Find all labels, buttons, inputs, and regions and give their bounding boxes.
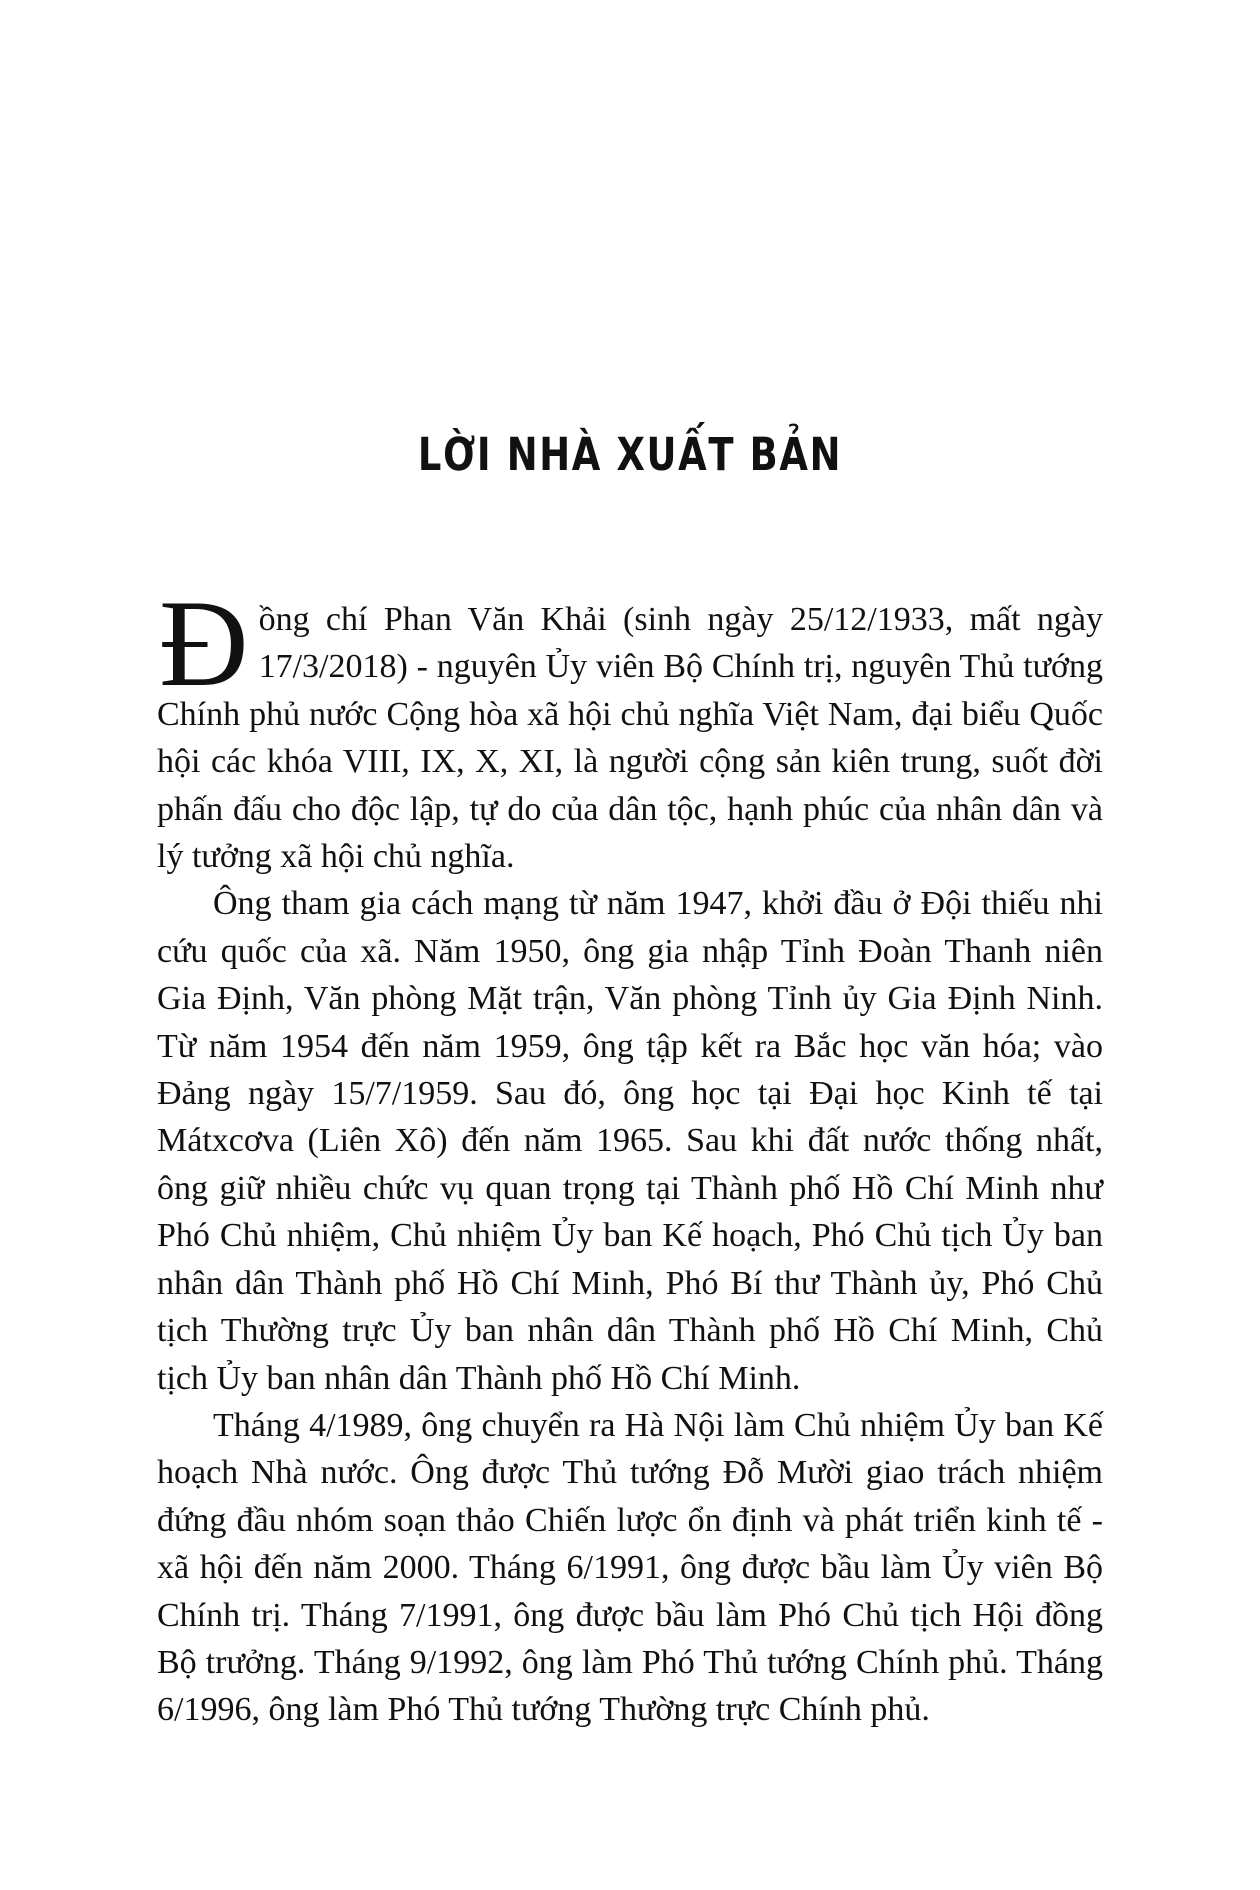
paragraph-3: Tháng 4/1989, ông chuyển ra Hà Nội làm Chủ nhiệm Ủy ban Kế hoạch Nhà nước. Ông được Thủ tướng Đỗ Mười giao trách nhiệm đứng đầu nhóm soạn thảo Chiến lược ổn định và phát triển kinh tế - xã hội đến năm 2000. Tháng 6/1991, ông được bầu làm Ủy viên Bộ Chính trị. Tháng 7/1991, ông được bầu làm Phó Chủ tịch Hội đồng Bộ trưởng. Tháng 9/1992, ông làm Phó Thủ tướng Chính phủ. Tháng 6/1996, ông làm Phó Thủ tướng Thường trực Chính phủ. [157, 1406, 1103, 1729]
drop-cap: Đ [159, 575, 249, 712]
body-text [157, 575, 1103, 1734]
paragraph-1 [157, 575, 1103, 880]
page-title: LỜI NHÀ XUẤT BẢN [417, 428, 843, 481]
paragraph-2: Ông tham gia cách mạng từ năm 1947, khởi đầu ở Đội thiếu nhi cứu quốc của xã. Năm 1950, ông gia nhập Tỉnh Đoàn Thanh niên Gia Định, Văn phòng Mặt trận, Văn phòng Tỉnh ủy Gia Định Ninh. Từ năm 1954 đến năm 1959, ông tập kết ra Bắc học văn hóa; vào Đảng ngày 15/7/1959. Sau đó, ông học tại Đại học Kinh tế tại Mátxcơva (Liên Xô) đến năm 1965. Sau khi đất nước thống nhất, ông giữ nhiều chức vụ quan trọng tại Thành phố Hồ Chí Minh như Phó Chủ nhiệm, Chủ nhiệm Ủy ban Kế hoạch, Phó Chủ tịch Ủy ban nhân dân Thành phố Hồ Chí Minh, Phó Bí thư Thành ủy, Phó Chủ tịch Thường trực Ủy ban nhân dân Thành phố Hồ Chí Minh, Chủ tịch Ủy ban nhân dân Thành phố Hồ Chí Minh. [157, 885, 1103, 1397]
paragraph-1-text: ồng chí Phan Văn Khải (sinh ngày 25/12/1933, mất ngày 17/3/2018) - nguyên Ủy viên Bộ Chính trị, nguyên Thủ tướng Chính phủ nước Cộng hòa xã hội chủ nghĩa Việt Nam, đại biểu Quốc hội các khóa VIII, IX, X, XI, là người cộng sản kiên trung, suốt đời phấn đấu cho độc lập, tự do của dân tộc, hạnh phúc của nhân dân và lý tưởng xã hội chủ nghĩa. [157, 601, 1103, 876]
